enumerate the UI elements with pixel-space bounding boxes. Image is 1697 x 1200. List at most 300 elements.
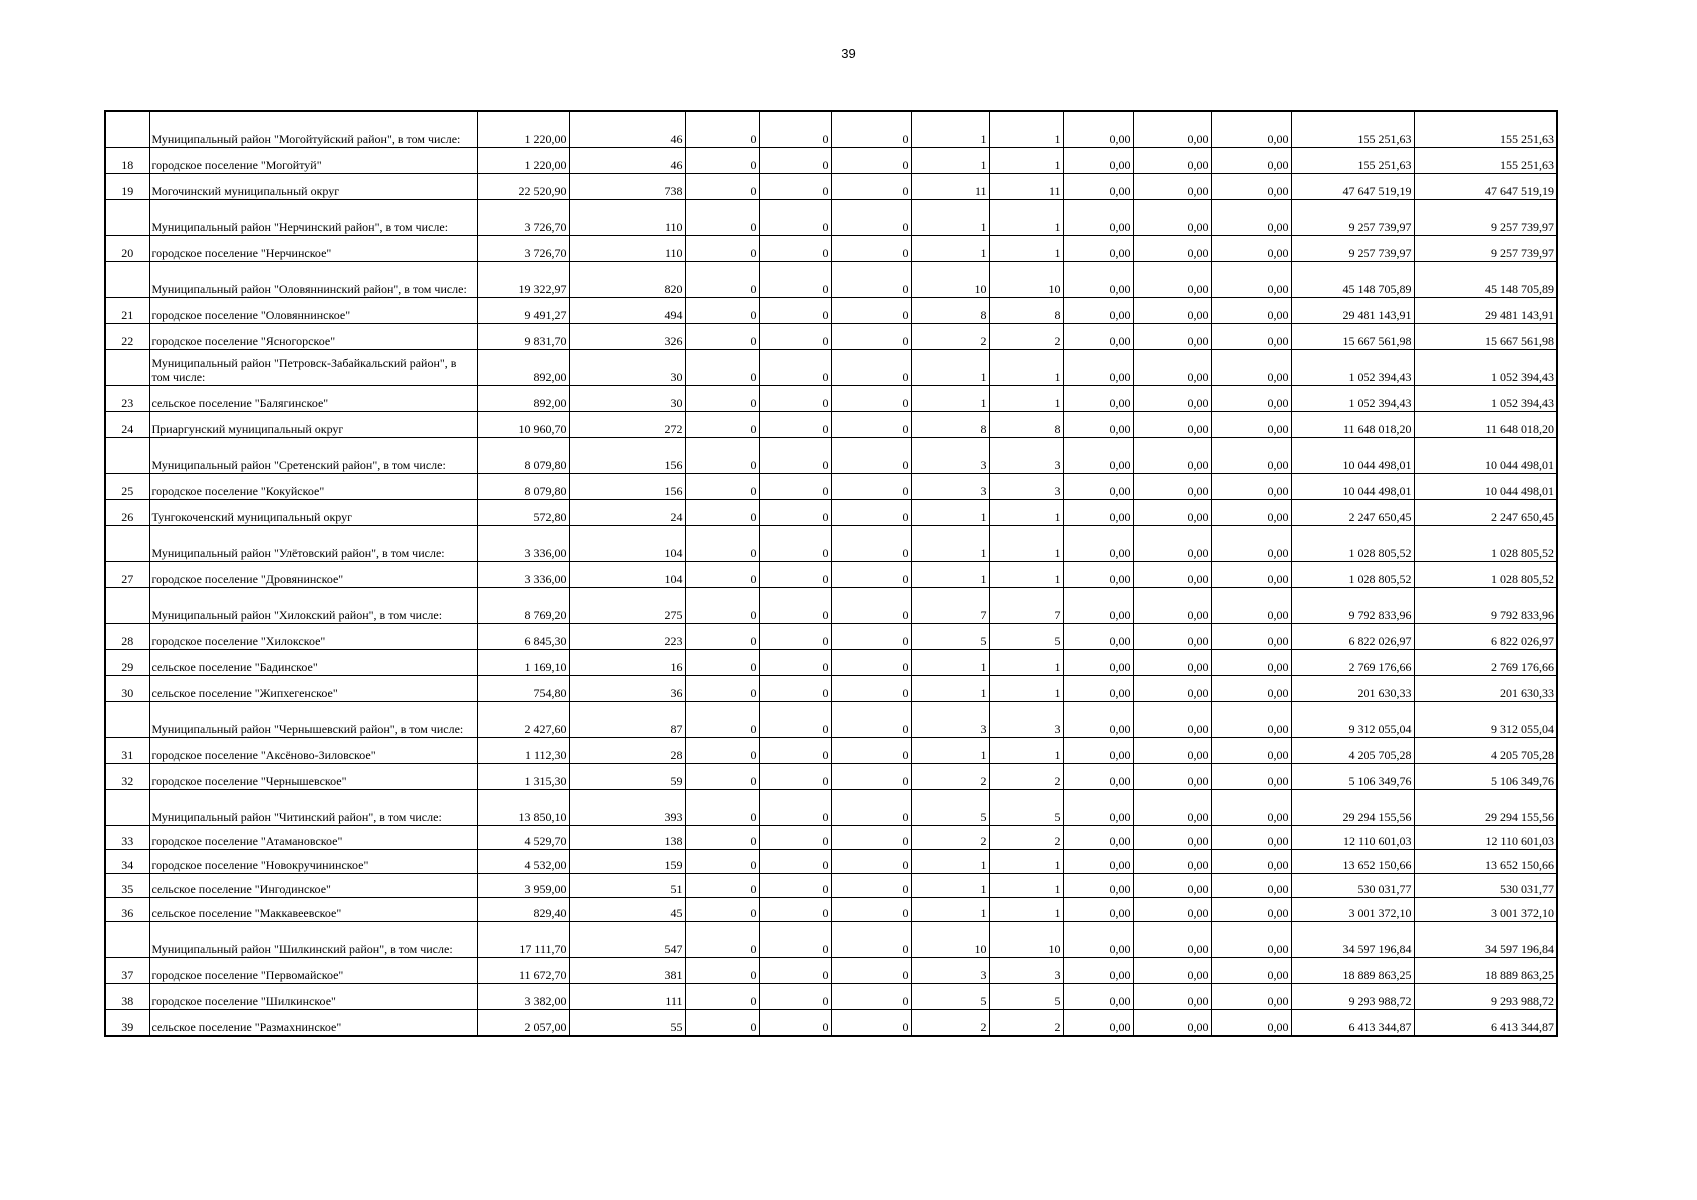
cell-col7: 5 bbox=[989, 984, 1063, 1010]
cell-residents: 45 bbox=[569, 898, 685, 922]
cell-col10: 0,00 bbox=[1211, 474, 1291, 500]
cell-col6: 1 bbox=[911, 500, 989, 526]
cell-col3: 0 bbox=[685, 262, 759, 298]
territory-name: городское поселение "Атамановское" bbox=[149, 826, 477, 850]
cell-cost-total: 155 251,63 bbox=[1291, 111, 1414, 148]
territory-name: сельское поселение "Маккавеевское" bbox=[149, 898, 477, 922]
cell-cost-fund: 201 630,33 bbox=[1414, 676, 1557, 702]
table-row bbox=[105, 588, 1557, 624]
cell-col9: 0,00 bbox=[1133, 298, 1211, 324]
row-number: 30 bbox=[105, 676, 149, 702]
territory-name: сельское поселение "Балягинское" bbox=[149, 386, 477, 412]
cell-col8: 0,00 bbox=[1063, 200, 1133, 236]
cell-col3: 0 bbox=[685, 1010, 759, 1037]
row-number: 20 bbox=[105, 236, 149, 262]
cell-col9: 0,00 bbox=[1133, 958, 1211, 984]
cell-area: 892,00 bbox=[477, 386, 569, 412]
cell-col8: 0,00 bbox=[1063, 350, 1133, 386]
cell-col7: 1 bbox=[989, 850, 1063, 874]
row-number: 29 bbox=[105, 650, 149, 676]
cell-cost-total: 3 001 372,10 bbox=[1291, 898, 1414, 922]
cell-area: 3 726,70 bbox=[477, 200, 569, 236]
cell-col8: 0,00 bbox=[1063, 1010, 1133, 1037]
cell-col4: 0 bbox=[759, 1010, 831, 1037]
cell-col8: 0,00 bbox=[1063, 562, 1133, 588]
territory-name: городское поселение "Аксёново-Зиловское" bbox=[149, 738, 477, 764]
cell-cost-total: 1 028 805,52 bbox=[1291, 562, 1414, 588]
row-number: 34 bbox=[105, 850, 149, 874]
table-row bbox=[105, 958, 1557, 984]
cell-col4: 0 bbox=[759, 850, 831, 874]
cell-col4: 0 bbox=[759, 922, 831, 958]
cell-cost-total: 9 312 055,04 bbox=[1291, 702, 1414, 738]
cell-area: 1 220,00 bbox=[477, 148, 569, 174]
row-number: 33 bbox=[105, 826, 149, 850]
cell-col3: 0 bbox=[685, 500, 759, 526]
cell-col3: 0 bbox=[685, 236, 759, 262]
cell-cost-fund: 29 481 143,91 bbox=[1414, 298, 1557, 324]
cell-residents: 393 bbox=[569, 790, 685, 826]
cell-area: 8 079,80 bbox=[477, 438, 569, 474]
cell-area: 3 336,00 bbox=[477, 526, 569, 562]
cell-col3: 0 bbox=[685, 826, 759, 850]
cell-col5: 0 bbox=[831, 898, 911, 922]
cell-col9: 0,00 bbox=[1133, 826, 1211, 850]
cell-col5: 0 bbox=[831, 764, 911, 790]
cell-col6: 2 bbox=[911, 324, 989, 350]
cell-col10: 0,00 bbox=[1211, 236, 1291, 262]
cell-col3: 0 bbox=[685, 738, 759, 764]
cell-col9: 0,00 bbox=[1133, 174, 1211, 200]
cell-col9: 0,00 bbox=[1133, 874, 1211, 898]
cell-col7: 3 bbox=[989, 958, 1063, 984]
cell-col5: 0 bbox=[831, 438, 911, 474]
cell-col4: 0 bbox=[759, 898, 831, 922]
cell-cost-total: 2 769 176,66 bbox=[1291, 650, 1414, 676]
cell-col9: 0,00 bbox=[1133, 984, 1211, 1010]
cell-residents: 326 bbox=[569, 324, 685, 350]
cell-col5: 0 bbox=[831, 922, 911, 958]
cell-col10: 0,00 bbox=[1211, 650, 1291, 676]
cell-area: 3 959,00 bbox=[477, 874, 569, 898]
cell-residents: 16 bbox=[569, 650, 685, 676]
cell-col9: 0,00 bbox=[1133, 262, 1211, 298]
cell-col8: 0,00 bbox=[1063, 826, 1133, 850]
cell-col3: 0 bbox=[685, 412, 759, 438]
cell-col3: 0 bbox=[685, 200, 759, 236]
cell-col4: 0 bbox=[759, 386, 831, 412]
cell-col9: 0,00 bbox=[1133, 324, 1211, 350]
table-row bbox=[105, 350, 1557, 386]
cell-col5: 0 bbox=[831, 874, 911, 898]
cell-col5: 0 bbox=[831, 324, 911, 350]
cell-col6: 1 bbox=[911, 874, 989, 898]
cell-area: 1 315,30 bbox=[477, 764, 569, 790]
cell-col6: 10 bbox=[911, 262, 989, 298]
table-row bbox=[105, 200, 1557, 236]
cell-area: 892,00 bbox=[477, 350, 569, 386]
row-number: 22 bbox=[105, 324, 149, 350]
cell-residents: 820 bbox=[569, 262, 685, 298]
cell-col7: 2 bbox=[989, 1010, 1063, 1037]
cell-area: 4 529,70 bbox=[477, 826, 569, 850]
cell-cost-total: 47 647 519,19 bbox=[1291, 174, 1414, 200]
cell-col3: 0 bbox=[685, 624, 759, 650]
cell-area: 3 726,70 bbox=[477, 236, 569, 262]
row-number: 27 bbox=[105, 562, 149, 588]
territory-name: сельское поселение "Размахнинское" bbox=[149, 1010, 477, 1037]
cell-residents: 272 bbox=[569, 412, 685, 438]
cell-residents: 159 bbox=[569, 850, 685, 874]
cell-col3: 0 bbox=[685, 898, 759, 922]
cell-residents: 547 bbox=[569, 922, 685, 958]
cell-cost-fund: 34 597 196,84 bbox=[1414, 922, 1557, 958]
cell-col3: 0 bbox=[685, 350, 759, 386]
cell-cost-fund: 2 769 176,66 bbox=[1414, 650, 1557, 676]
table-row bbox=[105, 898, 1557, 922]
row-number bbox=[105, 526, 149, 562]
cell-col8: 0,00 bbox=[1063, 850, 1133, 874]
cell-col7: 11 bbox=[989, 174, 1063, 200]
cell-col9: 0,00 bbox=[1133, 386, 1211, 412]
cell-col6: 2 bbox=[911, 826, 989, 850]
cell-area: 9 491,27 bbox=[477, 298, 569, 324]
cell-col7: 3 bbox=[989, 474, 1063, 500]
cell-cost-total: 13 652 150,66 bbox=[1291, 850, 1414, 874]
cell-col8: 0,00 bbox=[1063, 764, 1133, 790]
cell-col8: 0,00 bbox=[1063, 474, 1133, 500]
cell-residents: 36 bbox=[569, 676, 685, 702]
table-row bbox=[105, 174, 1557, 200]
cell-col3: 0 bbox=[685, 850, 759, 874]
table-row bbox=[105, 474, 1557, 500]
cell-residents: 104 bbox=[569, 526, 685, 562]
cell-col3: 0 bbox=[685, 148, 759, 174]
cell-col4: 0 bbox=[759, 500, 831, 526]
row-number: 21 bbox=[105, 298, 149, 324]
territory-name: городское поселение "Новокручининское" bbox=[149, 850, 477, 874]
cell-col10: 0,00 bbox=[1211, 438, 1291, 474]
cell-residents: 87 bbox=[569, 702, 685, 738]
cell-col5: 0 bbox=[831, 262, 911, 298]
cell-cost-fund: 10 044 498,01 bbox=[1414, 474, 1557, 500]
cell-col4: 0 bbox=[759, 702, 831, 738]
territory-name: Муниципальный район "Шилкинский район", в том числе: bbox=[149, 922, 477, 958]
cell-col7: 10 bbox=[989, 262, 1063, 298]
territory-name: Тунгокоченский муниципальный округ bbox=[149, 500, 477, 526]
cell-residents: 30 bbox=[569, 386, 685, 412]
cell-col5: 0 bbox=[831, 624, 911, 650]
table-row bbox=[105, 922, 1557, 958]
cell-col8: 0,00 bbox=[1063, 236, 1133, 262]
territory-name: Муниципальный район "Читинский район", в том числе: bbox=[149, 790, 477, 826]
row-number bbox=[105, 702, 149, 738]
cell-col6: 1 bbox=[911, 526, 989, 562]
table-row bbox=[105, 562, 1557, 588]
table-row bbox=[105, 676, 1557, 702]
cell-col3: 0 bbox=[685, 474, 759, 500]
cell-cost-total: 34 597 196,84 bbox=[1291, 922, 1414, 958]
cell-cost-total: 9 257 739,97 bbox=[1291, 200, 1414, 236]
cell-residents: 51 bbox=[569, 874, 685, 898]
cell-col5: 0 bbox=[831, 386, 911, 412]
cell-col10: 0,00 bbox=[1211, 262, 1291, 298]
table-row bbox=[105, 790, 1557, 826]
cell-col8: 0,00 bbox=[1063, 262, 1133, 298]
cell-col5: 0 bbox=[831, 984, 911, 1010]
territory-name: сельское поселение "Ингодинское" bbox=[149, 874, 477, 898]
table-row bbox=[105, 650, 1557, 676]
territory-name: городское поселение "Могойтуй" bbox=[149, 148, 477, 174]
cell-col9: 0,00 bbox=[1133, 500, 1211, 526]
cell-area: 19 322,97 bbox=[477, 262, 569, 298]
cell-col3: 0 bbox=[685, 790, 759, 826]
cell-col3: 0 bbox=[685, 562, 759, 588]
row-number bbox=[105, 262, 149, 298]
cell-residents: 223 bbox=[569, 624, 685, 650]
cell-col8: 0,00 bbox=[1063, 438, 1133, 474]
row-number bbox=[105, 111, 149, 148]
cell-col10: 0,00 bbox=[1211, 588, 1291, 624]
data-table bbox=[104, 110, 1558, 1037]
cell-col8: 0,00 bbox=[1063, 984, 1133, 1010]
cell-cost-total: 6 822 026,97 bbox=[1291, 624, 1414, 650]
cell-col9: 0,00 bbox=[1133, 562, 1211, 588]
cell-col10: 0,00 bbox=[1211, 1010, 1291, 1037]
cell-col8: 0,00 bbox=[1063, 324, 1133, 350]
cell-col10: 0,00 bbox=[1211, 958, 1291, 984]
cell-col8: 0,00 bbox=[1063, 790, 1133, 826]
table-row bbox=[105, 324, 1557, 350]
cell-col6: 5 bbox=[911, 790, 989, 826]
cell-area: 2 427,60 bbox=[477, 702, 569, 738]
row-number bbox=[105, 588, 149, 624]
page-number: 39 bbox=[841, 46, 856, 61]
cell-cost-total: 1 052 394,43 bbox=[1291, 386, 1414, 412]
cell-col8: 0,00 bbox=[1063, 650, 1133, 676]
cell-col10: 0,00 bbox=[1211, 764, 1291, 790]
cell-residents: 24 bbox=[569, 500, 685, 526]
cell-col5: 0 bbox=[831, 298, 911, 324]
cell-cost-fund: 10 044 498,01 bbox=[1414, 438, 1557, 474]
cell-col7: 7 bbox=[989, 588, 1063, 624]
cell-col6: 8 bbox=[911, 412, 989, 438]
cell-col3: 0 bbox=[685, 324, 759, 350]
cell-col10: 0,00 bbox=[1211, 898, 1291, 922]
row-number: 38 bbox=[105, 984, 149, 1010]
cell-col5: 0 bbox=[831, 850, 911, 874]
cell-residents: 28 bbox=[569, 738, 685, 764]
cell-col4: 0 bbox=[759, 298, 831, 324]
cell-col3: 0 bbox=[685, 702, 759, 738]
cell-cost-total: 1 028 805,52 bbox=[1291, 526, 1414, 562]
table-row bbox=[105, 874, 1557, 898]
territory-name: городское поселение "Первомайское" bbox=[149, 958, 477, 984]
cell-cost-total: 11 648 018,20 bbox=[1291, 412, 1414, 438]
cell-col10: 0,00 bbox=[1211, 324, 1291, 350]
row-number bbox=[105, 200, 149, 236]
cell-col4: 0 bbox=[759, 174, 831, 200]
cell-col5: 0 bbox=[831, 200, 911, 236]
cell-col6: 5 bbox=[911, 624, 989, 650]
cell-cost-total: 45 148 705,89 bbox=[1291, 262, 1414, 298]
cell-col10: 0,00 bbox=[1211, 148, 1291, 174]
cell-col7: 10 bbox=[989, 922, 1063, 958]
cell-residents: 494 bbox=[569, 298, 685, 324]
cell-col7: 1 bbox=[989, 526, 1063, 562]
cell-cost-total: 9 257 739,97 bbox=[1291, 236, 1414, 262]
cell-cost-fund: 155 251,63 bbox=[1414, 148, 1557, 174]
cell-col7: 1 bbox=[989, 111, 1063, 148]
territory-name: сельское поселение "Жипхегенское" bbox=[149, 676, 477, 702]
cell-col5: 0 bbox=[831, 412, 911, 438]
cell-area: 4 532,00 bbox=[477, 850, 569, 874]
cell-col9: 0,00 bbox=[1133, 412, 1211, 438]
cell-col10: 0,00 bbox=[1211, 738, 1291, 764]
cell-col6: 8 bbox=[911, 298, 989, 324]
cell-col7: 2 bbox=[989, 764, 1063, 790]
cell-cost-fund: 9 257 739,97 bbox=[1414, 200, 1557, 236]
cell-cost-total: 29 481 143,91 bbox=[1291, 298, 1414, 324]
cell-col7: 3 bbox=[989, 702, 1063, 738]
cell-cost-total: 155 251,63 bbox=[1291, 148, 1414, 174]
cell-residents: 275 bbox=[569, 588, 685, 624]
cell-col6: 1 bbox=[911, 111, 989, 148]
cell-residents: 110 bbox=[569, 236, 685, 262]
cell-col7: 1 bbox=[989, 676, 1063, 702]
cell-area: 572,80 bbox=[477, 500, 569, 526]
row-number: 37 bbox=[105, 958, 149, 984]
cell-cost-fund: 9 293 988,72 bbox=[1414, 984, 1557, 1010]
cell-col8: 0,00 bbox=[1063, 298, 1133, 324]
cell-col10: 0,00 bbox=[1211, 111, 1291, 148]
cell-col5: 0 bbox=[831, 958, 911, 984]
cell-col7: 1 bbox=[989, 148, 1063, 174]
row-number: 24 bbox=[105, 412, 149, 438]
cell-col4: 0 bbox=[759, 200, 831, 236]
cell-cost-fund: 1 052 394,43 bbox=[1414, 350, 1557, 386]
cell-col4: 0 bbox=[759, 412, 831, 438]
table-row bbox=[105, 111, 1557, 148]
cell-col10: 0,00 bbox=[1211, 702, 1291, 738]
cell-col4: 0 bbox=[759, 111, 831, 148]
cell-area: 1 220,00 bbox=[477, 111, 569, 148]
cell-col5: 0 bbox=[831, 526, 911, 562]
cell-cost-total: 2 247 650,45 bbox=[1291, 500, 1414, 526]
territory-name: Муниципальный район "Оловяннинский район", в том числе: bbox=[149, 262, 477, 298]
cell-col9: 0,00 bbox=[1133, 200, 1211, 236]
cell-residents: 156 bbox=[569, 474, 685, 500]
cell-col4: 0 bbox=[759, 588, 831, 624]
cell-col6: 1 bbox=[911, 200, 989, 236]
cell-residents: 59 bbox=[569, 764, 685, 790]
cell-cost-total: 5 106 349,76 bbox=[1291, 764, 1414, 790]
cell-col10: 0,00 bbox=[1211, 412, 1291, 438]
cell-col9: 0,00 bbox=[1133, 438, 1211, 474]
table-row bbox=[105, 412, 1557, 438]
cell-col4: 0 bbox=[759, 262, 831, 298]
cell-col6: 1 bbox=[911, 386, 989, 412]
cell-col5: 0 bbox=[831, 111, 911, 148]
cell-col4: 0 bbox=[759, 874, 831, 898]
cell-cost-fund: 1 028 805,52 bbox=[1414, 562, 1557, 588]
cell-col3: 0 bbox=[685, 650, 759, 676]
cell-col10: 0,00 bbox=[1211, 386, 1291, 412]
territory-name: Могочинский муниципальный округ bbox=[149, 174, 477, 200]
cell-col4: 0 bbox=[759, 474, 831, 500]
cell-col8: 0,00 bbox=[1063, 526, 1133, 562]
cell-cost-total: 6 413 344,87 bbox=[1291, 1010, 1414, 1037]
territory-name: городское поселение "Дровянинское" bbox=[149, 562, 477, 588]
territory-name: Муниципальный район "Хилокский район", в том числе: bbox=[149, 588, 477, 624]
table-row bbox=[105, 984, 1557, 1010]
cell-cost-fund: 12 110 601,03 bbox=[1414, 826, 1557, 850]
cell-col8: 0,00 bbox=[1063, 922, 1133, 958]
table-row bbox=[105, 262, 1557, 298]
cell-area: 2 057,00 bbox=[477, 1010, 569, 1037]
territory-name: городское поселение "Кокуйское" bbox=[149, 474, 477, 500]
cell-col10: 0,00 bbox=[1211, 500, 1291, 526]
cell-col8: 0,00 bbox=[1063, 676, 1133, 702]
cell-col5: 0 bbox=[831, 500, 911, 526]
cell-col7: 1 bbox=[989, 236, 1063, 262]
cell-col7: 1 bbox=[989, 874, 1063, 898]
row-number: 35 bbox=[105, 874, 149, 898]
cell-col5: 0 bbox=[831, 236, 911, 262]
cell-col6: 7 bbox=[911, 588, 989, 624]
cell-col3: 0 bbox=[685, 764, 759, 790]
cell-col7: 1 bbox=[989, 650, 1063, 676]
cell-col9: 0,00 bbox=[1133, 898, 1211, 922]
territory-name: сельское поселение "Бадинское" bbox=[149, 650, 477, 676]
cell-cost-total: 29 294 155,56 bbox=[1291, 790, 1414, 826]
cell-area: 13 850,10 bbox=[477, 790, 569, 826]
cell-cost-fund: 9 257 739,97 bbox=[1414, 236, 1557, 262]
cell-cost-fund: 6 413 344,87 bbox=[1414, 1010, 1557, 1037]
cell-cost-total: 10 044 498,01 bbox=[1291, 474, 1414, 500]
table-row bbox=[105, 386, 1557, 412]
row-number: 28 bbox=[105, 624, 149, 650]
cell-col9: 0,00 bbox=[1133, 738, 1211, 764]
cell-col4: 0 bbox=[759, 958, 831, 984]
cell-col4: 0 bbox=[759, 324, 831, 350]
territory-name: Муниципальный район "Сретенский район", в том числе: bbox=[149, 438, 477, 474]
table-row bbox=[105, 438, 1557, 474]
cell-col10: 0,00 bbox=[1211, 174, 1291, 200]
cell-col3: 0 bbox=[685, 676, 759, 702]
table-row bbox=[105, 826, 1557, 850]
cell-col10: 0,00 bbox=[1211, 526, 1291, 562]
cell-cost-total: 9 293 988,72 bbox=[1291, 984, 1414, 1010]
cell-cost-fund: 4 205 705,28 bbox=[1414, 738, 1557, 764]
cell-cost-fund: 6 822 026,97 bbox=[1414, 624, 1557, 650]
cell-col8: 0,00 bbox=[1063, 958, 1133, 984]
table-row bbox=[105, 236, 1557, 262]
cell-residents: 156 bbox=[569, 438, 685, 474]
cell-area: 8 769,20 bbox=[477, 588, 569, 624]
cell-col6: 1 bbox=[911, 850, 989, 874]
territory-name: Муниципальный район "Могойтуйский район", в том числе: bbox=[149, 111, 477, 148]
cell-area: 22 520,90 bbox=[477, 174, 569, 200]
cell-area: 3 336,00 bbox=[477, 562, 569, 588]
cell-col4: 0 bbox=[759, 562, 831, 588]
cell-cost-fund: 9 312 055,04 bbox=[1414, 702, 1557, 738]
cell-col10: 0,00 bbox=[1211, 850, 1291, 874]
cell-cost-total: 10 044 498,01 bbox=[1291, 438, 1414, 474]
territory-name: городское поселение "Ясногорское" bbox=[149, 324, 477, 350]
cell-col6: 11 bbox=[911, 174, 989, 200]
cell-col6: 1 bbox=[911, 236, 989, 262]
